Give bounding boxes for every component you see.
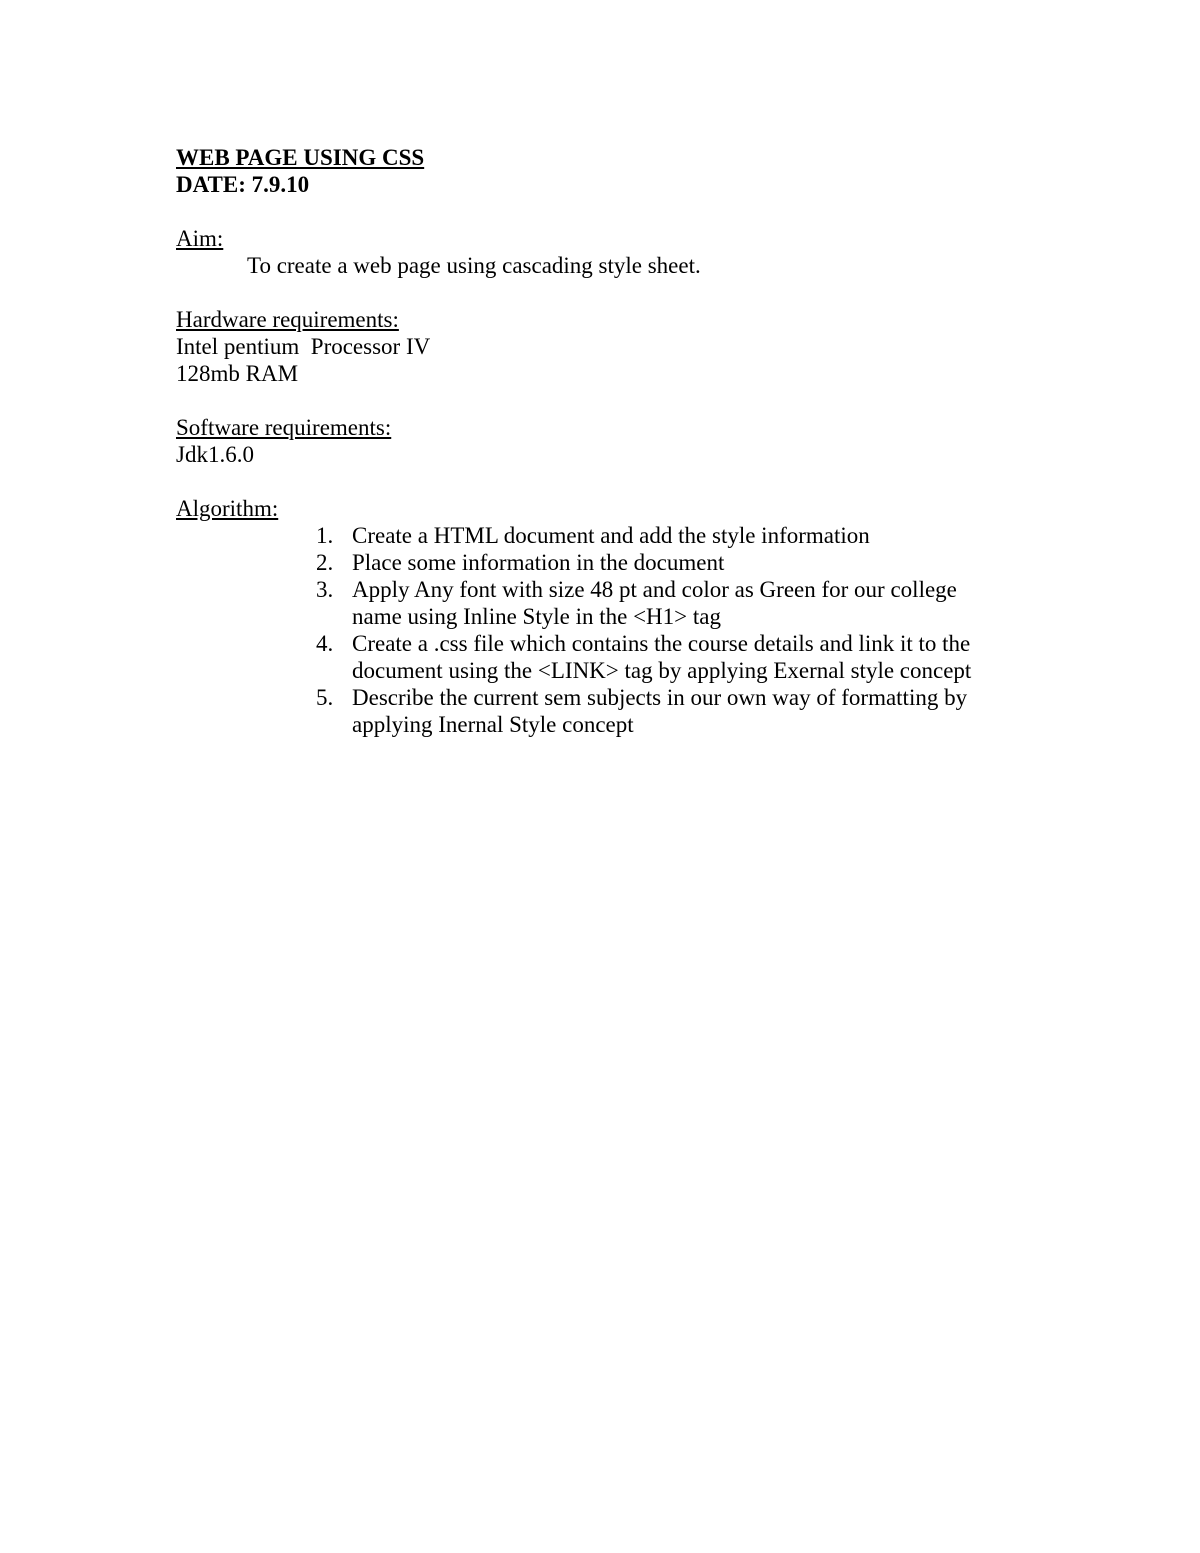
hardware-line: 128mb RAM [176, 361, 299, 386]
document-date: DATE: 7.9.10 [176, 172, 310, 197]
algorithm-step [316, 549, 1016, 576]
step-text: Apply Any font with size 48 pt and color as Green for our college name using Inline Style in the <H1> tag [352, 577, 957, 629]
step-number: 5. [316, 685, 334, 710]
algorithm-step [316, 630, 1016, 684]
algorithm-heading: Algorithm: [176, 496, 279, 521]
step-number: 3. [316, 577, 334, 602]
spacer [176, 279, 1036, 306]
aim-heading: Aim: [176, 226, 224, 251]
hardware-heading: Hardware requirements: [176, 307, 399, 332]
software-heading: Software requirements: [176, 415, 392, 440]
algorithm-step [316, 684, 1016, 738]
algorithm-steps [316, 522, 1016, 738]
step-text: Create a HTML document and add the style information [352, 523, 870, 548]
spacer [176, 468, 1036, 495]
step-number: 1. [316, 523, 334, 548]
software-line: Jdk1.6.0 [176, 442, 254, 467]
algorithm-step [316, 576, 1016, 630]
spacer [176, 387, 1036, 414]
aim-text: To create a web page using cascading style sheet. [247, 253, 701, 278]
step-text: Place some information in the document [352, 550, 725, 575]
hardware-line: Intel pentium Processor IV [176, 334, 431, 359]
step-number: 2. [316, 550, 334, 575]
spacer [176, 198, 1036, 225]
document-content [176, 144, 1036, 738]
step-number: 4. [316, 631, 334, 656]
step-text: Create a .css file which contains the course details and link it to the document using the <LINK> tag by applying Exernal style concept [352, 631, 972, 683]
document-title: WEB PAGE USING CSS [176, 145, 425, 170]
step-text: Describe the current sem subjects in our own way of formatting by applying Inernal Style concept [352, 685, 968, 737]
algorithm-step [316, 522, 1016, 549]
